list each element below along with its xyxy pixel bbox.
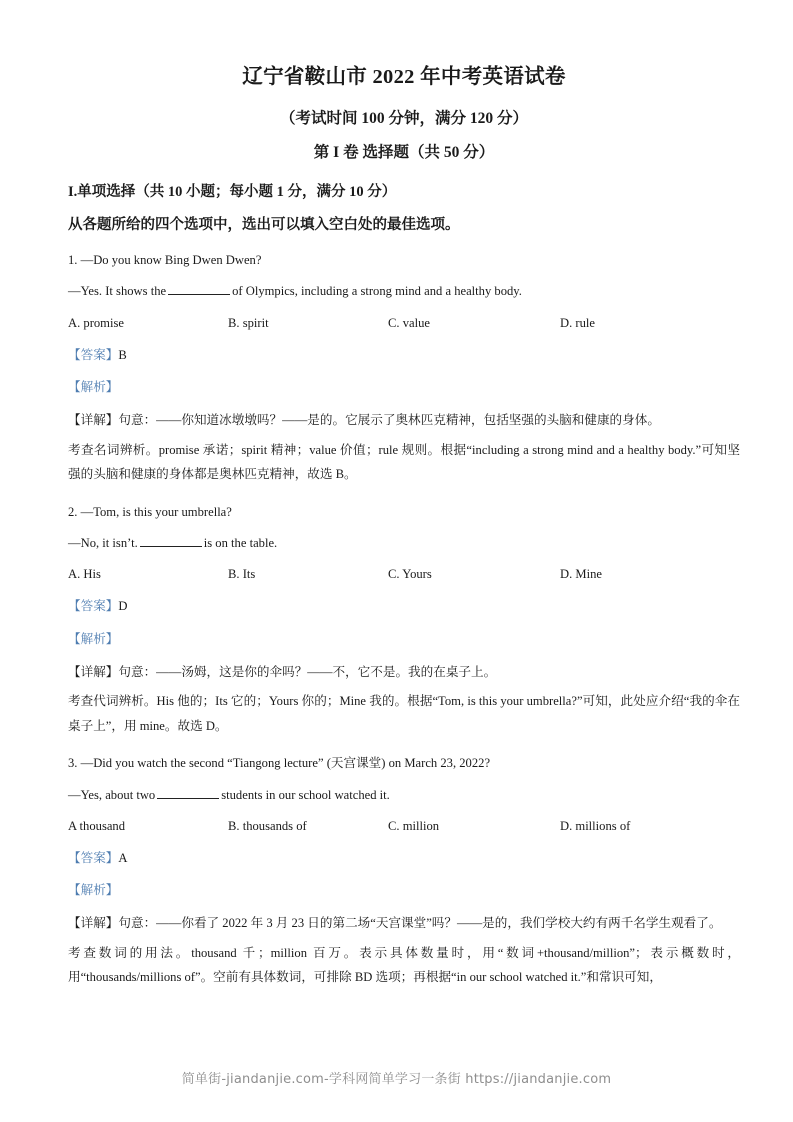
question-stem-line: 2. —Tom, is this your umbrella? <box>68 504 232 519</box>
footer-watermark: 简单街-jiandanjie.com-学科网简单学习一条街 https://jiandanjie.com <box>181 1072 612 1087</box>
detail-paragraph: 【详解】句意：——汤姆，这是你的伞吗？——不，它不是。我的在桌子上。 <box>68 664 497 679</box>
question-block <box>68 235 740 487</box>
question-stem-line <box>68 269 740 300</box>
option-c[interactable]: C. million <box>388 818 440 833</box>
stem-text-before: —Yes, about two <box>68 787 156 802</box>
option-b[interactable]: B. Its <box>228 567 256 582</box>
option-b[interactable]: B. thousands of <box>228 818 307 833</box>
question-stem-line <box>68 521 740 552</box>
document-content <box>68 0 740 990</box>
option-d[interactable]: D. millions of <box>560 818 631 833</box>
question-block <box>68 487 740 739</box>
stem-text-after: students in our school watched it. <box>221 787 390 802</box>
answer-value: D <box>118 599 128 614</box>
option-d[interactable]: D. rule <box>560 315 595 330</box>
detail-paragraph: 考查数词的用法。thousand 千；million 百万。表示具体数量时，用“数词+thousand/million”；表示概数时，用“thousands/millions of”。空前有具体数词，可排除 BD 选项；再根据“in our school watched it.”和常识可知， <box>68 945 740 985</box>
answer-value: B <box>118 347 127 362</box>
option-d[interactable]: D. Mine <box>560 567 602 582</box>
option-c[interactable]: C. Yours <box>388 567 432 582</box>
page-title: 辽宁省鞍山市 2022 年中考英语试卷 <box>242 66 566 88</box>
option-a[interactable]: A. His <box>68 567 101 582</box>
analysis-tag: 【解析】 <box>68 883 119 898</box>
analysis-line <box>68 867 740 899</box>
question-stem-line: 3. —Did you watch the second “Tiangong lecture” (天宫课堂) on March 23, 2022? <box>68 756 491 771</box>
options-row <box>68 301 740 332</box>
stem-text-before: —No, it isn’t. <box>68 536 138 550</box>
stem-text-before: —Yes. It shows the <box>68 284 167 299</box>
options-row <box>68 804 740 835</box>
option-a[interactable]: A. promise <box>68 315 124 330</box>
exam-subtitle: （考试时间 100 分钟，满分 120 分） <box>279 109 528 127</box>
option-a[interactable]: A thousand <box>68 818 126 833</box>
option-b[interactable]: B. spirit <box>228 315 269 330</box>
analysis-tag: 【解析】 <box>68 379 119 394</box>
detail-paragraph: 考查名词辨析。promise 承诺；spirit 精神；value 价值；rule 规则。根据“including a strong mind and a healthy body.”可知坚强的头脑和健康的身体都是奥林匹克精神，故选 B。 <box>68 442 740 482</box>
answer-tag: 【答案】 <box>68 850 119 865</box>
detail-paragraph: 考查代词辨析。His 他的；Its 它的；Yours 你的；Mine 我的。根据“Tom, is this your umbrella?”可知，此处应介绍“我的伞在桌子上”，用 mine。故选 D。 <box>68 694 740 733</box>
question-stem-line <box>68 773 740 804</box>
analysis-line <box>68 364 740 396</box>
answer-blank[interactable] <box>168 283 230 296</box>
answer-line <box>68 835 740 867</box>
stem-text-after: of Olympics, including a strong mind and a healthy body. <box>232 284 522 299</box>
analysis-line <box>68 616 740 648</box>
part-instruction: 从各题所给的四个选项中，选出可以填入空白处的最佳选项。 <box>68 216 460 233</box>
answer-line <box>68 332 740 364</box>
answer-line <box>68 583 740 615</box>
answer-blank[interactable] <box>157 786 219 799</box>
option-c[interactable]: C. value <box>388 315 430 330</box>
question-block <box>68 738 740 990</box>
stem-text-after: is on the table. <box>203 536 278 550</box>
analysis-tag: 【解析】 <box>68 631 119 646</box>
detail-paragraph: 【详解】句意：——你知道冰墩墩吗？——是的。它展示了奥林匹克精神，包括坚强的头脑和健康的身体。 <box>68 413 660 428</box>
section-heading: 第 I 卷 选择题（共 50 分） <box>313 143 495 161</box>
options-row <box>68 552 740 583</box>
answer-blank[interactable] <box>140 534 202 547</box>
answer-value: A <box>118 850 128 865</box>
answer-tag: 【答案】 <box>68 599 119 614</box>
part-title: I.单项选择（共 10 小题；每小题 1 分，满分 10 分） <box>68 183 397 200</box>
question-stem-line: 1. —Do you know Bing Dwen Dwen? <box>68 253 262 268</box>
answer-tag: 【答案】 <box>68 347 119 362</box>
detail-paragraph: 【详解】句意：——你看了 2022 年 3 月 23 日的第二场“天宫课堂”吗？——是的，我们学校大约有两千名学生观看了。 <box>68 916 722 931</box>
